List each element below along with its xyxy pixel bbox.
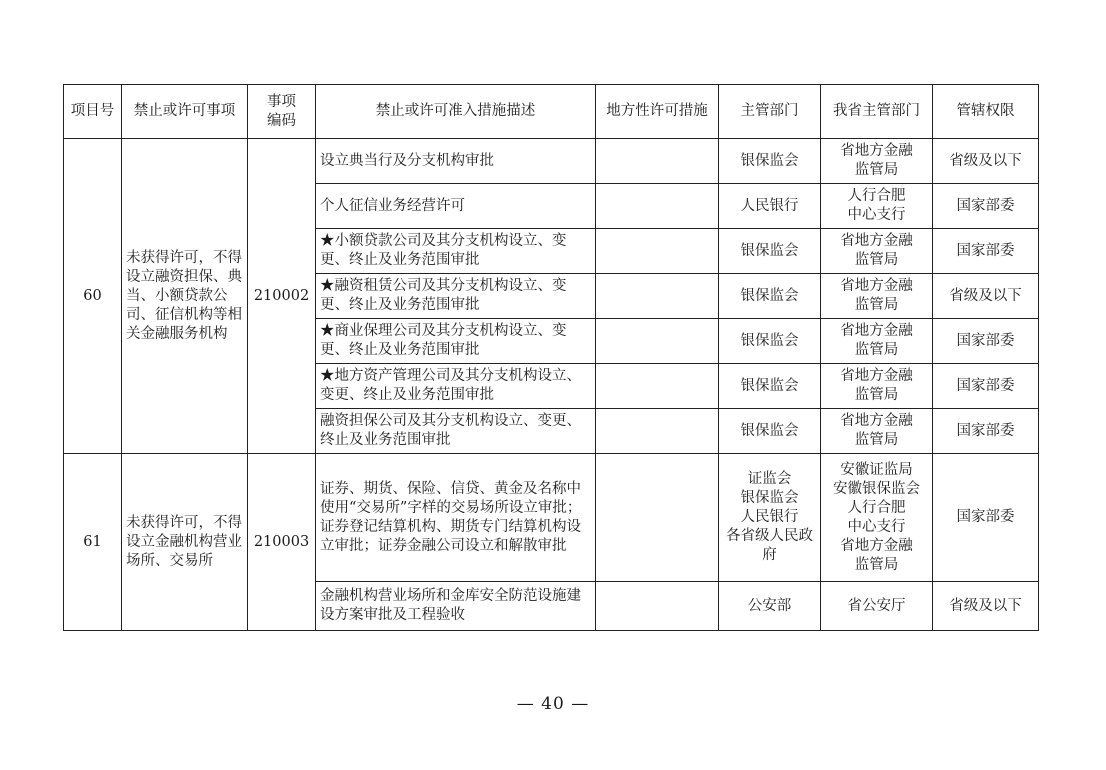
item-cell: 未获得许可，不得设立金融机构营业场所、交易所 xyxy=(122,454,248,631)
local-measure-cell xyxy=(596,364,719,409)
project-no-cell: 61 xyxy=(64,454,122,631)
local-measure-cell xyxy=(596,454,719,582)
jurisdiction-cell: 省级及以下 xyxy=(933,139,1039,184)
local-measure-cell xyxy=(596,582,719,631)
header-department: 主管部门 xyxy=(719,85,821,139)
department-cell: 人民银行 xyxy=(719,184,821,229)
header-project-no: 项目号 xyxy=(64,85,122,139)
local-measure-cell xyxy=(596,139,719,184)
header-jurisdiction: 管辖权限 xyxy=(933,85,1039,139)
description-cell: 设立典当行及分支机构审批 xyxy=(316,139,596,184)
local-measure-cell xyxy=(596,319,719,364)
code-cell: 210002 xyxy=(248,139,316,454)
department-cell: 银保监会 xyxy=(719,139,821,184)
province-department-cell: 省公安厅 xyxy=(821,582,933,631)
description-cell: 金融机构营业场所和金库安全防范设施建设方案审批及工程验收 xyxy=(316,582,596,631)
header-code: 事项 编码 xyxy=(248,85,316,139)
jurisdiction-cell: 国家部委 xyxy=(933,454,1039,582)
jurisdiction-cell: 省级及以下 xyxy=(933,274,1039,319)
department-cell: 公安部 xyxy=(719,582,821,631)
table-row xyxy=(64,139,1039,184)
header-local-measure: 地方性许可措施 xyxy=(596,85,719,139)
description-cell: ★小额贷款公司及其分支机构设立、变更、终止及业务范围审批 xyxy=(316,229,596,274)
local-measure-cell xyxy=(596,409,719,454)
department-cell: 银保监会 xyxy=(719,229,821,274)
code-cell: 210003 xyxy=(248,454,316,631)
jurisdiction-cell: 国家部委 xyxy=(933,229,1039,274)
province-department-cell: 省地方金融 监管局 xyxy=(821,319,933,364)
province-department-cell: 安徽证监局 安徽银保监会 人行合肥 中心支行 省地方金融 监管局 xyxy=(821,454,933,582)
description-cell: 证券、期货、保险、信贷、黄金及名称中使用“交易所”字样的交易场所设立审批；证券登记结算机构、期货专门结算机构设立审批；证券金融公司设立和解散审批 xyxy=(316,454,596,582)
jurisdiction-cell: 国家部委 xyxy=(933,319,1039,364)
description-cell: ★地方资产管理公司及其分支机构设立、变更、终止及业务范围审批 xyxy=(316,364,596,409)
description-cell: 个人征信业务经营许可 xyxy=(316,184,596,229)
description-cell: ★融资租赁公司及其分支机构设立、变更、终止及业务范围审批 xyxy=(316,274,596,319)
jurisdiction-cell: 国家部委 xyxy=(933,409,1039,454)
province-department-cell: 人行合肥 中心支行 xyxy=(821,184,933,229)
jurisdiction-cell: 国家部委 xyxy=(933,364,1039,409)
table-row xyxy=(64,454,1039,582)
province-department-cell: 省地方金融 监管局 xyxy=(821,409,933,454)
item-cell: 未获得许可，不得设立融资担保、典当、小额贷款公司、征信机构等相关金融服务机构 xyxy=(122,139,248,454)
province-department-cell: 省地方金融 监管局 xyxy=(821,139,933,184)
department-cell: 证监会 银保监会 人民银行 各省级人民政府 xyxy=(719,454,821,582)
jurisdiction-cell: 国家部委 xyxy=(933,184,1039,229)
department-cell: 银保监会 xyxy=(719,319,821,364)
description-cell: ★商业保理公司及其分支机构设立、变更、终止及业务范围审批 xyxy=(316,319,596,364)
province-department-cell: 省地方金融 监管局 xyxy=(821,364,933,409)
header-item: 禁止或许可事项 xyxy=(122,85,248,139)
department-cell: 银保监会 xyxy=(719,274,821,319)
table-header-row xyxy=(64,85,1039,139)
province-department-cell: 省地方金融 监管局 xyxy=(821,229,933,274)
permit-table xyxy=(63,84,1039,631)
department-cell: 银保监会 xyxy=(719,409,821,454)
department-cell: 银保监会 xyxy=(719,364,821,409)
page-number: — 40 — xyxy=(516,694,590,714)
jurisdiction-cell: 省级及以下 xyxy=(933,582,1039,631)
description-cell: 融资担保公司及其分支机构设立、变更、终止及业务范围审批 xyxy=(316,409,596,454)
local-measure-cell xyxy=(596,184,719,229)
local-measure-cell xyxy=(596,274,719,319)
project-no-cell: 60 xyxy=(64,139,122,454)
header-province-department: 我省主管部门 xyxy=(821,85,933,139)
header-description: 禁止或许可准入措施描述 xyxy=(316,85,596,139)
province-department-cell: 省地方金融 监管局 xyxy=(821,274,933,319)
local-measure-cell xyxy=(596,229,719,274)
